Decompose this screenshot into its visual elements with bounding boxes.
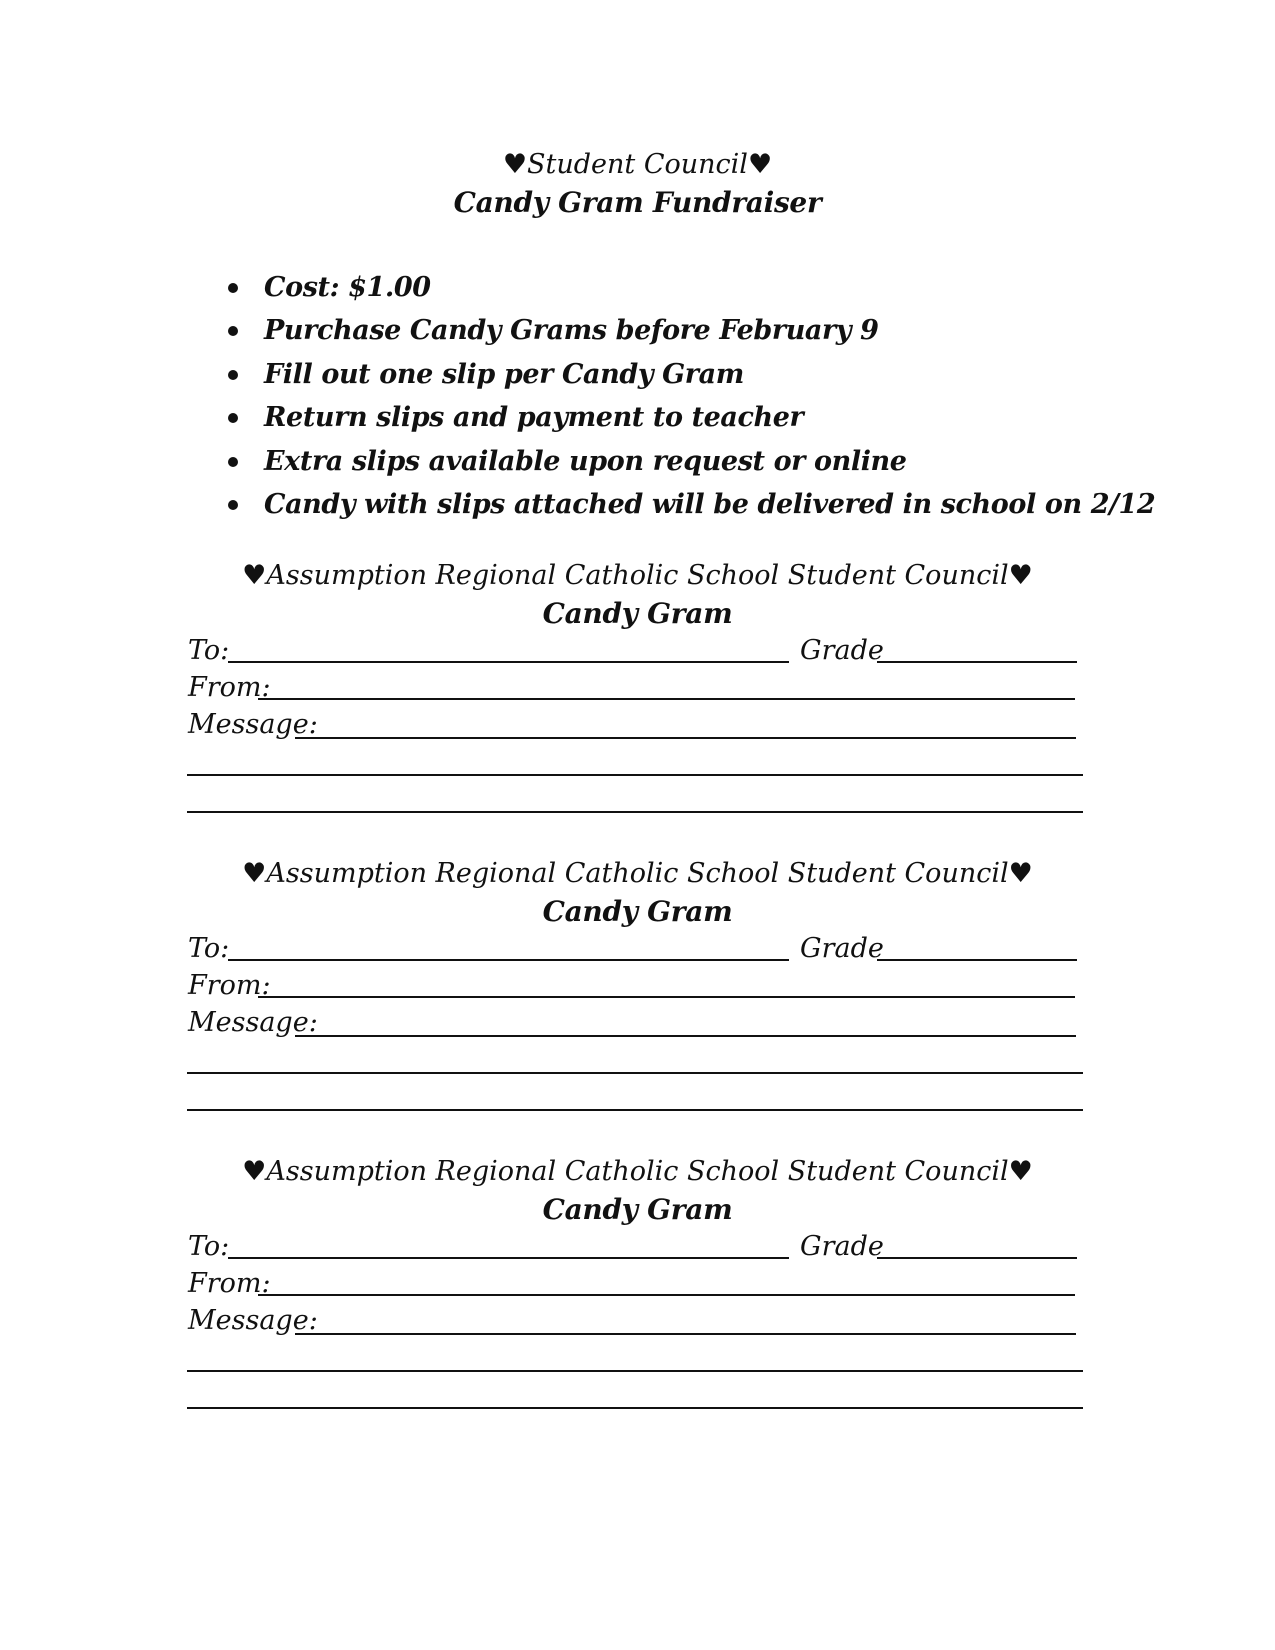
message-extra-line[interactable] — [187, 1407, 1083, 1409]
message-field-line[interactable] — [295, 1035, 1076, 1037]
bullet-item: Cost: $1.00 — [224, 266, 1155, 309]
to-label: To: — [188, 635, 230, 666]
bullet-item: Return slips and payment to teacher — [224, 396, 1155, 439]
flyer-header — [0, 146, 1275, 222]
grade-field-line[interactable] — [877, 661, 1077, 663]
bullet-dot-icon — [228, 413, 238, 423]
slip-school-heading: ♥Assumption Regional Catholic School Student Council♥ — [242, 858, 1033, 889]
bullet-item: Candy with slips attached will be delivered in school on 2/12 — [224, 483, 1155, 526]
header-title: ♥Student Council♥ — [502, 149, 773, 180]
bullet-dot-icon — [228, 370, 238, 380]
bullet-item: Extra slips available upon request or online — [224, 440, 1155, 483]
bullet-dot-icon — [228, 500, 238, 510]
slip-school-heading: ♥Assumption Regional Catholic School Student Council♥ — [242, 1156, 1033, 1187]
bullet-dot-icon — [228, 457, 238, 467]
candy-gram-slip — [0, 557, 1275, 807]
message-label: Message: — [188, 1007, 318, 1038]
bullet-dot-icon — [228, 326, 238, 336]
info-bullet-list — [224, 266, 1155, 526]
message-field-line[interactable] — [295, 1333, 1076, 1335]
candy-gram-slip — [0, 855, 1275, 1105]
message-label: Message: — [188, 1305, 318, 1336]
bullet-item: Purchase Candy Grams before February 9 — [224, 309, 1155, 352]
to-field-line[interactable] — [228, 661, 789, 663]
to-field-line[interactable] — [228, 1257, 789, 1259]
message-extra-line[interactable] — [187, 811, 1083, 813]
from-label: From: — [188, 1268, 271, 1299]
from-label: From: — [188, 672, 271, 703]
candy-gram-slip — [0, 1153, 1275, 1403]
message-extra-line[interactable] — [187, 1072, 1083, 1074]
message-extra-line[interactable] — [187, 1109, 1083, 1111]
bullet-dot-icon — [228, 283, 238, 293]
grade-label: Grade — [800, 1231, 884, 1262]
message-extra-line[interactable] — [187, 1370, 1083, 1372]
grade-label: Grade — [800, 933, 884, 964]
header-subtitle: Candy Gram Fundraiser — [453, 186, 822, 219]
from-field-line[interactable] — [258, 1294, 1075, 1296]
from-field-line[interactable] — [258, 996, 1075, 998]
from-field-line[interactable] — [258, 698, 1075, 700]
bullet-item: Fill out one slip per Candy Gram — [224, 353, 1155, 396]
message-field-line[interactable] — [295, 737, 1076, 739]
to-field-line[interactable] — [228, 959, 789, 961]
slip-title: Candy Gram — [542, 1193, 733, 1226]
slip-school-heading: ♥Assumption Regional Catholic School Student Council♥ — [242, 560, 1033, 591]
message-extra-line[interactable] — [187, 774, 1083, 776]
slip-title: Candy Gram — [542, 597, 733, 630]
to-label: To: — [188, 933, 230, 964]
grade-field-line[interactable] — [877, 959, 1077, 961]
from-label: From: — [188, 970, 271, 1001]
slip-title: Candy Gram — [542, 895, 733, 928]
grade-label: Grade — [800, 635, 884, 666]
to-label: To: — [188, 1231, 230, 1262]
message-label: Message: — [188, 709, 318, 740]
grade-field-line[interactable] — [877, 1257, 1077, 1259]
